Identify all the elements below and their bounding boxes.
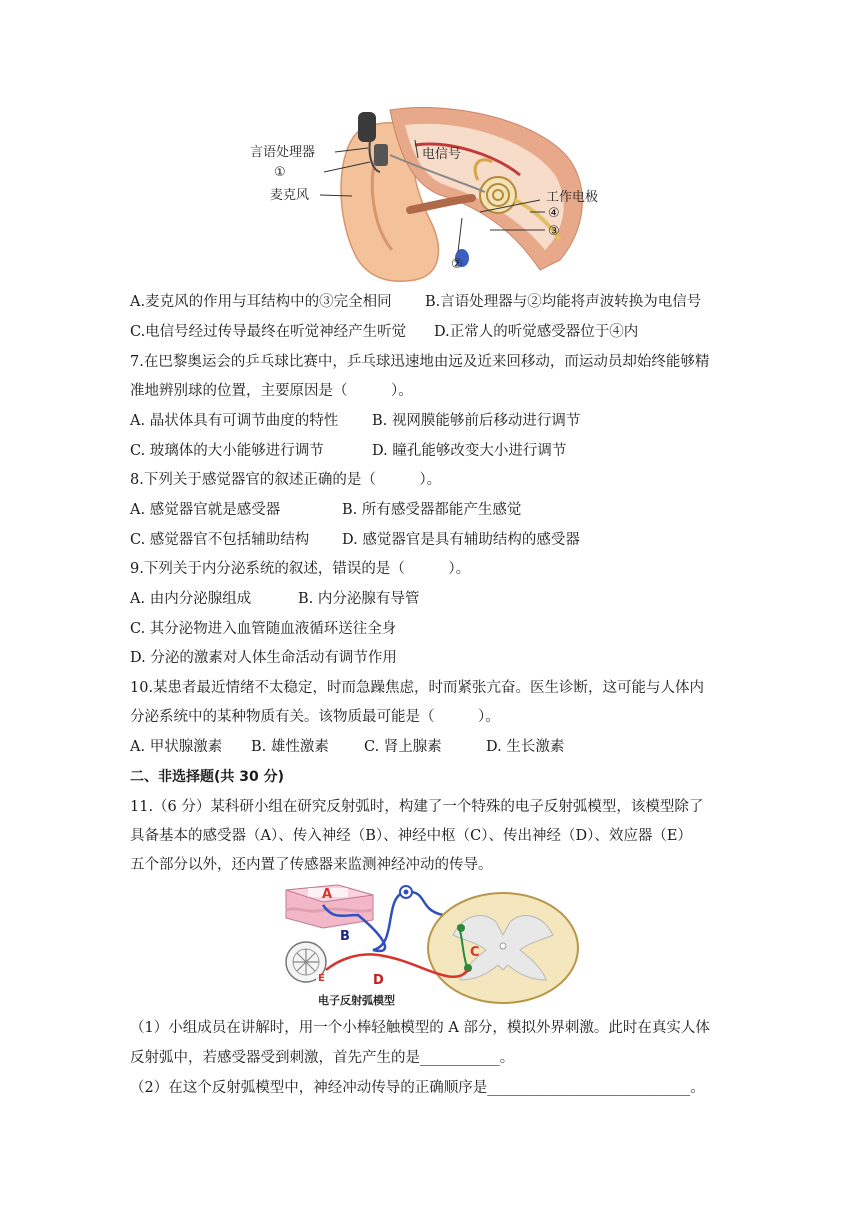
q11-stem-line3: 五个部分以外，还内置了传感器来监测神经冲动的传导。: [130, 857, 493, 873]
q11-stem-line1: 11.（6 分）某科研小组在研究反射弧时，构建了一个特殊的电子反射弧模型，该模型除了: [130, 799, 704, 815]
q9-option-c: C. 其分泌物进入血管随血液循环送往全身: [130, 621, 397, 637]
label-marker-3: ③: [548, 224, 560, 239]
label-marker-1: ①: [274, 165, 286, 180]
cochlear-implant-figure: [240, 100, 620, 285]
label-marker-4: ④: [548, 206, 560, 221]
q7-stem-line1: 7.在巴黎奥运会的乒乓球比赛中，乒乓球迅速地由远及近来回移动，而运动员却始终能够精: [130, 354, 710, 370]
ear-illustration: [240, 100, 620, 285]
q10-option-b: B. 雄性激素: [251, 739, 329, 755]
label-c: C: [470, 945, 480, 960]
q8-stem: 8.下列关于感觉器官的叙述正确的是（ ）。: [130, 472, 442, 488]
q7-stem-line2: 准地辨别球的位置，主要原因是（ ）。: [130, 383, 413, 399]
q10-option-d: D. 生长激素: [486, 739, 565, 755]
q9-stem: 9.下列关于内分泌系统的叙述，错误的是（ ）。: [130, 561, 471, 577]
q8-option-a: A. 感觉器官就是感受器: [130, 502, 281, 518]
label-speech-processor: 言语处理器: [250, 145, 316, 160]
q6-option-c: C.电信号经过传导最终在听觉神经产生听觉: [130, 324, 407, 340]
q11-sub1-line2: 反射弧中，若感受器受到刺激，首先产生的是___________。: [130, 1050, 515, 1066]
q8-option-b: B. 所有感受器都能产生感觉: [342, 502, 522, 518]
q10-stem-line1: 10.某患者最近情绪不太稳定，时而急躁焦虑，时而紧张亢奋。医生诊断，这可能与人体内: [130, 680, 705, 696]
q9-option-a: A. 由内分泌腺组成: [130, 591, 252, 607]
label-microphone: 麦克风: [270, 188, 310, 203]
q9-option-b: B. 内分泌腺有导管: [298, 591, 420, 607]
q7-option-a: A. 晶状体具有可调节曲度的特性: [130, 413, 339, 429]
label-marker-2: ②: [451, 257, 463, 272]
q8-option-d: D. 感觉器官是具有辅助结构的感受器: [342, 532, 580, 548]
processor-device-shape: [358, 112, 376, 142]
q8-option-c: C. 感觉器官不包括辅助结构: [130, 532, 310, 548]
q11-sub1-line1: （1）小组成员在讲解时，用一个小棒轻触模型的 A 部分，模拟外界刺激。此时在真实人体: [130, 1020, 710, 1036]
label-electric-signal: 电信号: [422, 147, 462, 162]
reflex-arc-illustration: [278, 880, 583, 1010]
reflex-arc-figure: [278, 880, 583, 1010]
q6-option-a: A.麦克风的作用与耳结构中的③完全相同: [130, 294, 392, 310]
label-working-electrode: 工作电极: [546, 190, 599, 205]
q11-sub2: （2）在这个反射弧模型中，神经冲动传导的正确顺序是____________________________。: [130, 1080, 705, 1096]
q10-stem-line2: 分泌系统中的某种物质有关。该物质最可能是（ ）。: [130, 709, 500, 725]
label-d: D: [373, 973, 384, 988]
q9-option-d: D. 分泌的激素对人体生命活动有调节作用: [130, 650, 397, 666]
label-a: A: [322, 887, 333, 902]
q6-option-d: D.正常人的听觉感受器位于④内: [434, 324, 639, 340]
q6-option-b: B.言语处理器与②均能将声波转换为电信号: [425, 294, 702, 310]
q7-option-d: D. 瞳孔能够改变大小进行调节: [372, 443, 567, 459]
q7-option-c: C. 玻璃体的大小能够进行调节: [130, 443, 324, 459]
q10-option-c: C. 肾上腺素: [364, 739, 442, 755]
q10-option-a: A. 甲状腺激素: [130, 739, 223, 755]
transmitter-coil-shape: [374, 144, 388, 166]
figure-caption: 电子反射弧模型: [318, 994, 395, 1007]
section-2-heading: 二、非选择题(共 30 分): [130, 769, 285, 785]
q7-option-b: B. 视网膜能够前后移动进行调节: [372, 413, 581, 429]
label-e: E: [318, 973, 325, 984]
label-b: B: [340, 929, 350, 944]
q11-stem-line2: 具备基本的感受器（A）、传入神经（B）、神经中枢（C）、传出神经（D）、效应器（E）: [130, 828, 692, 844]
